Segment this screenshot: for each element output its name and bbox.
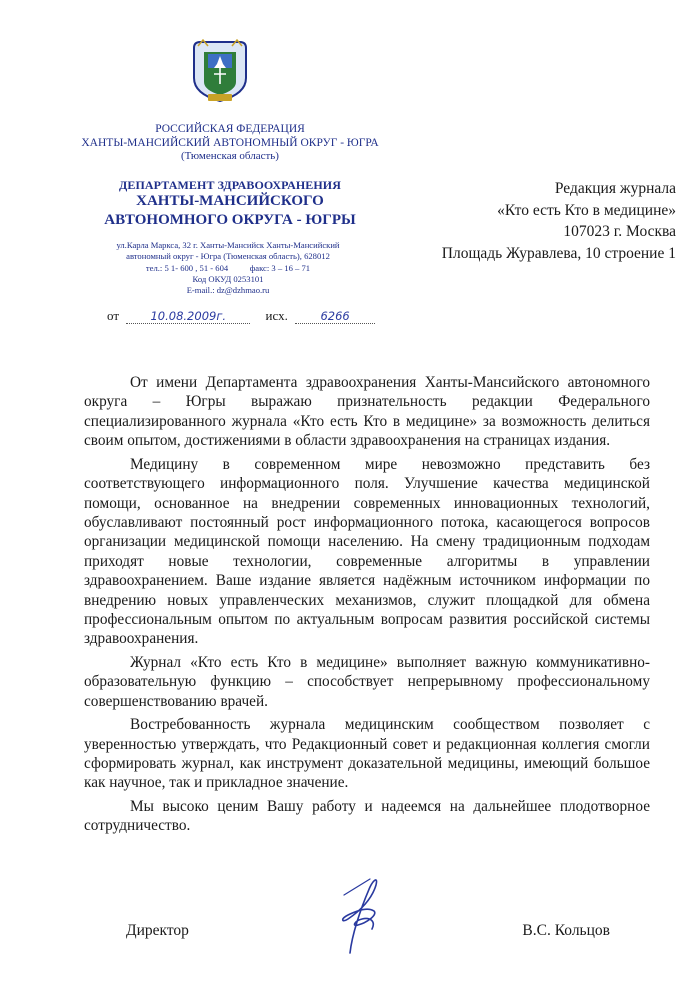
region-name: (Тюменская область) xyxy=(181,150,279,163)
letterhead-government xyxy=(70,123,390,163)
signatory-title: Директор xyxy=(126,922,189,939)
address-line-2: автономный округ - Югра (Тюменская область), 628012 xyxy=(126,251,330,262)
fax-number: факс: 3 – 16 – 71 xyxy=(249,262,311,273)
body-paragraph: Журнал «Кто есть Кто в медицине» выполняет важную коммуникативно-образовательную функцию – способствует непрерывному профессиональному совершенствованию врачей. xyxy=(84,653,650,710)
department-line-3: АВТОНОМНОГО ОКРУГА - ЮГРЫ xyxy=(104,211,356,228)
outgoing-label: исх. xyxy=(265,308,288,323)
body-paragraph: Медицину в современном мире невозможно представить без соответствующего информационного поля. Улучшение качества медицинской помощи, основанное на внедрении современных инновационных технологий, обуславливают постоянный рост информационного потока, касающегося вопросов организации медицинской помощи населению. На смену традиционным подходам приходят новые технологии, современные алгоритмы в управлении здравоохранением. Ваше издание является надёжным источником информации по внедрению новых управленческих механизмов, служит площадкой для обмена профессиональным опытом по актуальным вопросам развития российской системы здравоохранения. xyxy=(84,455,650,648)
coat-of-arms-icon xyxy=(190,38,250,104)
email-address: E-mail.: dz@dzhmao.ru xyxy=(186,285,270,296)
department-line-1: ДЕПАРТАМЕНТ ЗДРАВООХРАНЕНИЯ xyxy=(118,178,342,192)
letterhead-address xyxy=(88,240,368,297)
okrug-name: ХАНТЫ-МАНСИЙСКИЙ АВТОНОМНЫЙ ОКРУГ - ЮГРА xyxy=(81,136,379,149)
document-date: 10.08.2009г. xyxy=(126,309,250,324)
body-paragraph: Мы высоко ценим Вашу работу и надеемся на дальнейшее плодотворное сотрудничество. xyxy=(84,797,650,835)
from-label: от xyxy=(107,308,120,323)
phone-number: тел.: 5 1- 600 , 51 - 604 xyxy=(145,262,229,273)
recipient-line-2: «Кто есть Кто в медицине» xyxy=(497,201,676,219)
recipient-line-4: Площадь Журавлева, 10 строение 1 xyxy=(441,245,676,263)
recipient-block xyxy=(442,178,676,265)
recipient-line-3: 107023 г. Москва xyxy=(563,223,676,241)
department-line-2: ХАНТЫ-МАНСИЙСКОГО xyxy=(136,193,324,210)
letter-body xyxy=(84,373,650,840)
signatory-name: В.С. Кольцов xyxy=(522,922,610,939)
body-paragraph: От имени Департамента здравоохранения Ханты-Мансийского автономного округа – Югры выражаю признательность редакции Федерального специализированного журнала «Кто есть Кто в медицине» за возможность делиться своим опытом, достижениями в области здравоохранения на страницах издания. xyxy=(84,374,650,450)
address-line-1: ул.Карла Маркса, 32 г. Ханты-Мансийск Ханты-Мансийский xyxy=(116,240,340,250)
letterhead-department xyxy=(90,178,370,230)
recipient-line-1: Редакция журнала xyxy=(554,180,676,197)
outgoing-number: 6266 xyxy=(295,309,375,324)
okud-code: Код ОКУД 0253101 xyxy=(192,274,264,285)
phone-fax-row xyxy=(88,263,368,274)
reference-line xyxy=(107,308,375,324)
body-paragraph: Востребованность журнала медицинским сообществом позволяет с уверенностью утверждать, что Редакционный совет и редакционная коллегия смогли сформировать журнал, как инструмент доказательной медицины, имеющий большое как научное, так и прикладное значение. xyxy=(84,716,650,792)
country-name: РОССИЙСКАЯ ФЕДЕРАЦИЯ xyxy=(155,123,305,135)
handwritten-signature-icon xyxy=(330,875,385,955)
